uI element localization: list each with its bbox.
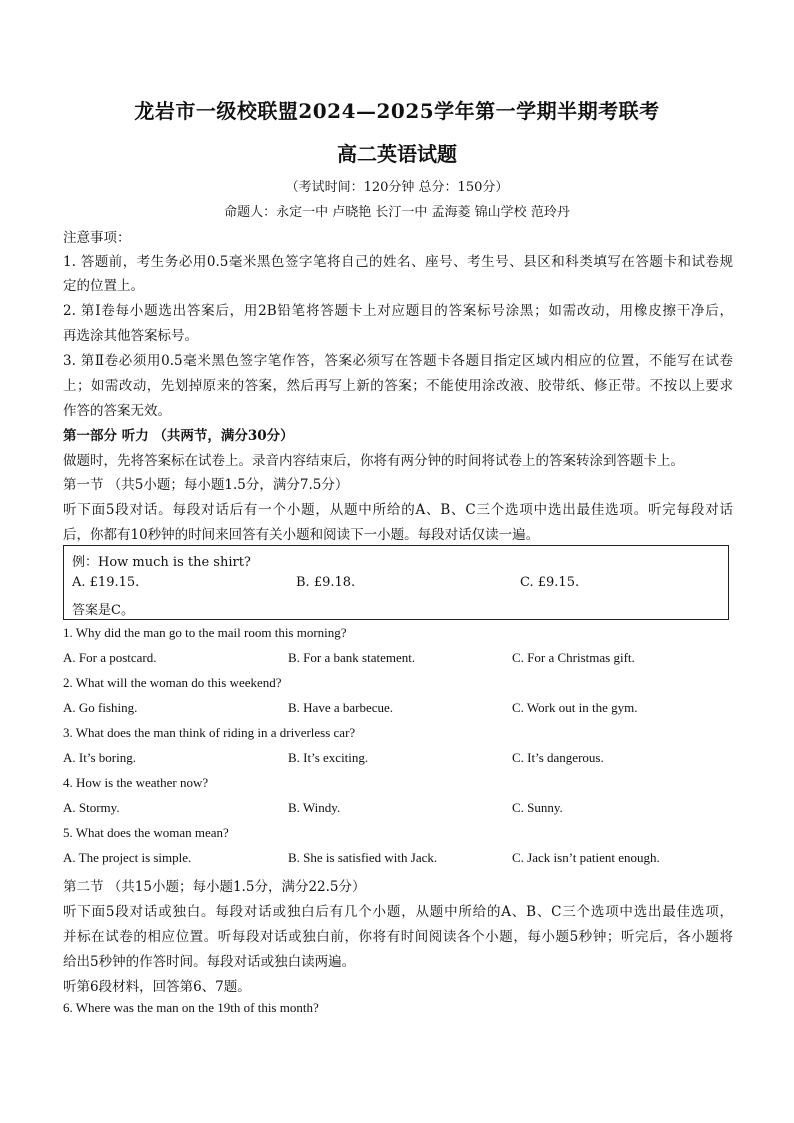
question-4: 4. How is the weather now? [63,775,209,790]
question-5-option-b: B. She is satisfied with Jack. [288,850,438,865]
question-1-option-c: C. For a Christmas gift. [512,650,635,665]
section1-instruction: 后，你都有10秒钟的时间来回答有关小题和阅读下一小题。每段对话仅读一遍。 [63,527,540,543]
question-5-option-a: A. The project is simple. [63,850,192,865]
notes-line: 定的位置上。 [63,278,144,294]
example-option-b: B. £9.18. [296,575,356,590]
exam-info: （考试时间：120分钟 总分：150分） [285,180,509,195]
question-3-option-b: B. It’s exciting. [288,750,369,765]
question-4-option-c: C. Sunny. [512,800,563,815]
part1-intro: 做题时，先将答案标在试卷上。录音内容结束后，你将有两分钟的时间将试卷上的答案转涂到答题卡上。 [63,453,684,469]
notes-line: 作答的答案无效。 [63,403,171,419]
question-2-option-c: C. Work out in the gym. [512,700,638,715]
notes-line: 上；如需改动，先划掉原来的答案，然后再写上新的答案；不能使用涂改液、胶带纸、修正带。不按以上要求 [63,378,733,394]
example-box [63,545,729,620]
example-option-a: A. £19.15. [72,575,140,590]
question-1-option-a: A. For a postcard. [63,650,157,665]
section1-heading: 第一节 （共5小题；每小题1.5分，满分7.5分） [63,477,349,493]
example-option-c: C. £9.15. [520,575,580,590]
notes-line: 再选涂其他答案标号。 [63,328,198,344]
part1-heading: 第一部分 听力 （共两节，满分30分） [63,428,294,444]
section2-instruction: 给出5秒钟的作答时间。每段对话或独白读两遍。 [63,954,356,970]
question-6: 6. Where was the man on the 19th of this month? [63,1000,319,1015]
notes-line: 1. 答题前，考生务必用0.5毫米黑色签字笔将自己的姓名、座号、考生号、县区和科类填写在答题卡和试卷规 [63,254,733,270]
question-2-option-a: A. Go fishing. [63,700,138,715]
notes-heading: 注意事项： [63,230,131,246]
section2-instruction: 并标在试卷的相应位置。听每段对话或独白前，你将有时间阅读各个小题，每小题5秒钟；听完后，各小题将 [63,929,733,945]
example-question: 例：How much is the shirt? [72,555,251,570]
question-3-option-a: A. It’s boring. [63,750,136,765]
exam-subtitle: 高二英语试题 [337,142,457,166]
section2-heading: 第二节 （共15小题；每小题1.5分，满分22.5分） [63,879,366,895]
question-5-option-c: C. Jack isn’t patient enough. [512,850,660,865]
material-6-intro: 听第6段材料，回答第6、7题。 [63,979,251,995]
question-2: 2. What will the woman do this weekend? [63,675,282,690]
exam-authors: 命题人：永定一中 卢晓艳 长汀一中 孟海菱 锦山学校 范玲丹 [224,205,570,220]
exam-title: 龙岩市一级校联盟2024—2025学年第一学期半期考联考 [134,99,660,123]
question-1: 1. Why did the man go to the mail room this morning? [63,625,347,640]
example-answer: 答案是C。 [72,603,134,618]
notes-line: 3. 第Ⅱ卷必须用0.5毫米黑色签字笔作答，答案必须写在答题卡各题目指定区域内相应的位置，不能写在试卷 [63,353,733,369]
question-3: 3. What does the man think of riding in a driverless car? [63,725,356,740]
question-4-option-b: B. Windy. [288,800,341,815]
question-2-option-b: B. Have a barbecue. [288,700,394,715]
question-4-option-a: A. Stormy. [63,800,120,815]
question-3-option-c: C. It’s dangerous. [512,750,604,765]
notes-line: 2. 第Ⅰ卷每小题选出答案后，用2B铅笔将答题卡上对应题目的答案标号涂黑；如需改动，用橡皮擦干净后， [63,303,733,319]
question-5: 5. What does the woman mean? [63,825,229,840]
section1-instruction: 听下面5段对话。每段对话后有一个小题，从题中所给的A、B、C三个选项中选出最佳选项。听完每段对话 [63,502,733,518]
question-1-option-b: B. For a bank statement. [288,650,416,665]
section2-instruction: 听下面5段对话或独白。每段对话或独白后有几个小题，从题中所给的A、B、C三个选项中选出最佳选项， [63,904,733,920]
